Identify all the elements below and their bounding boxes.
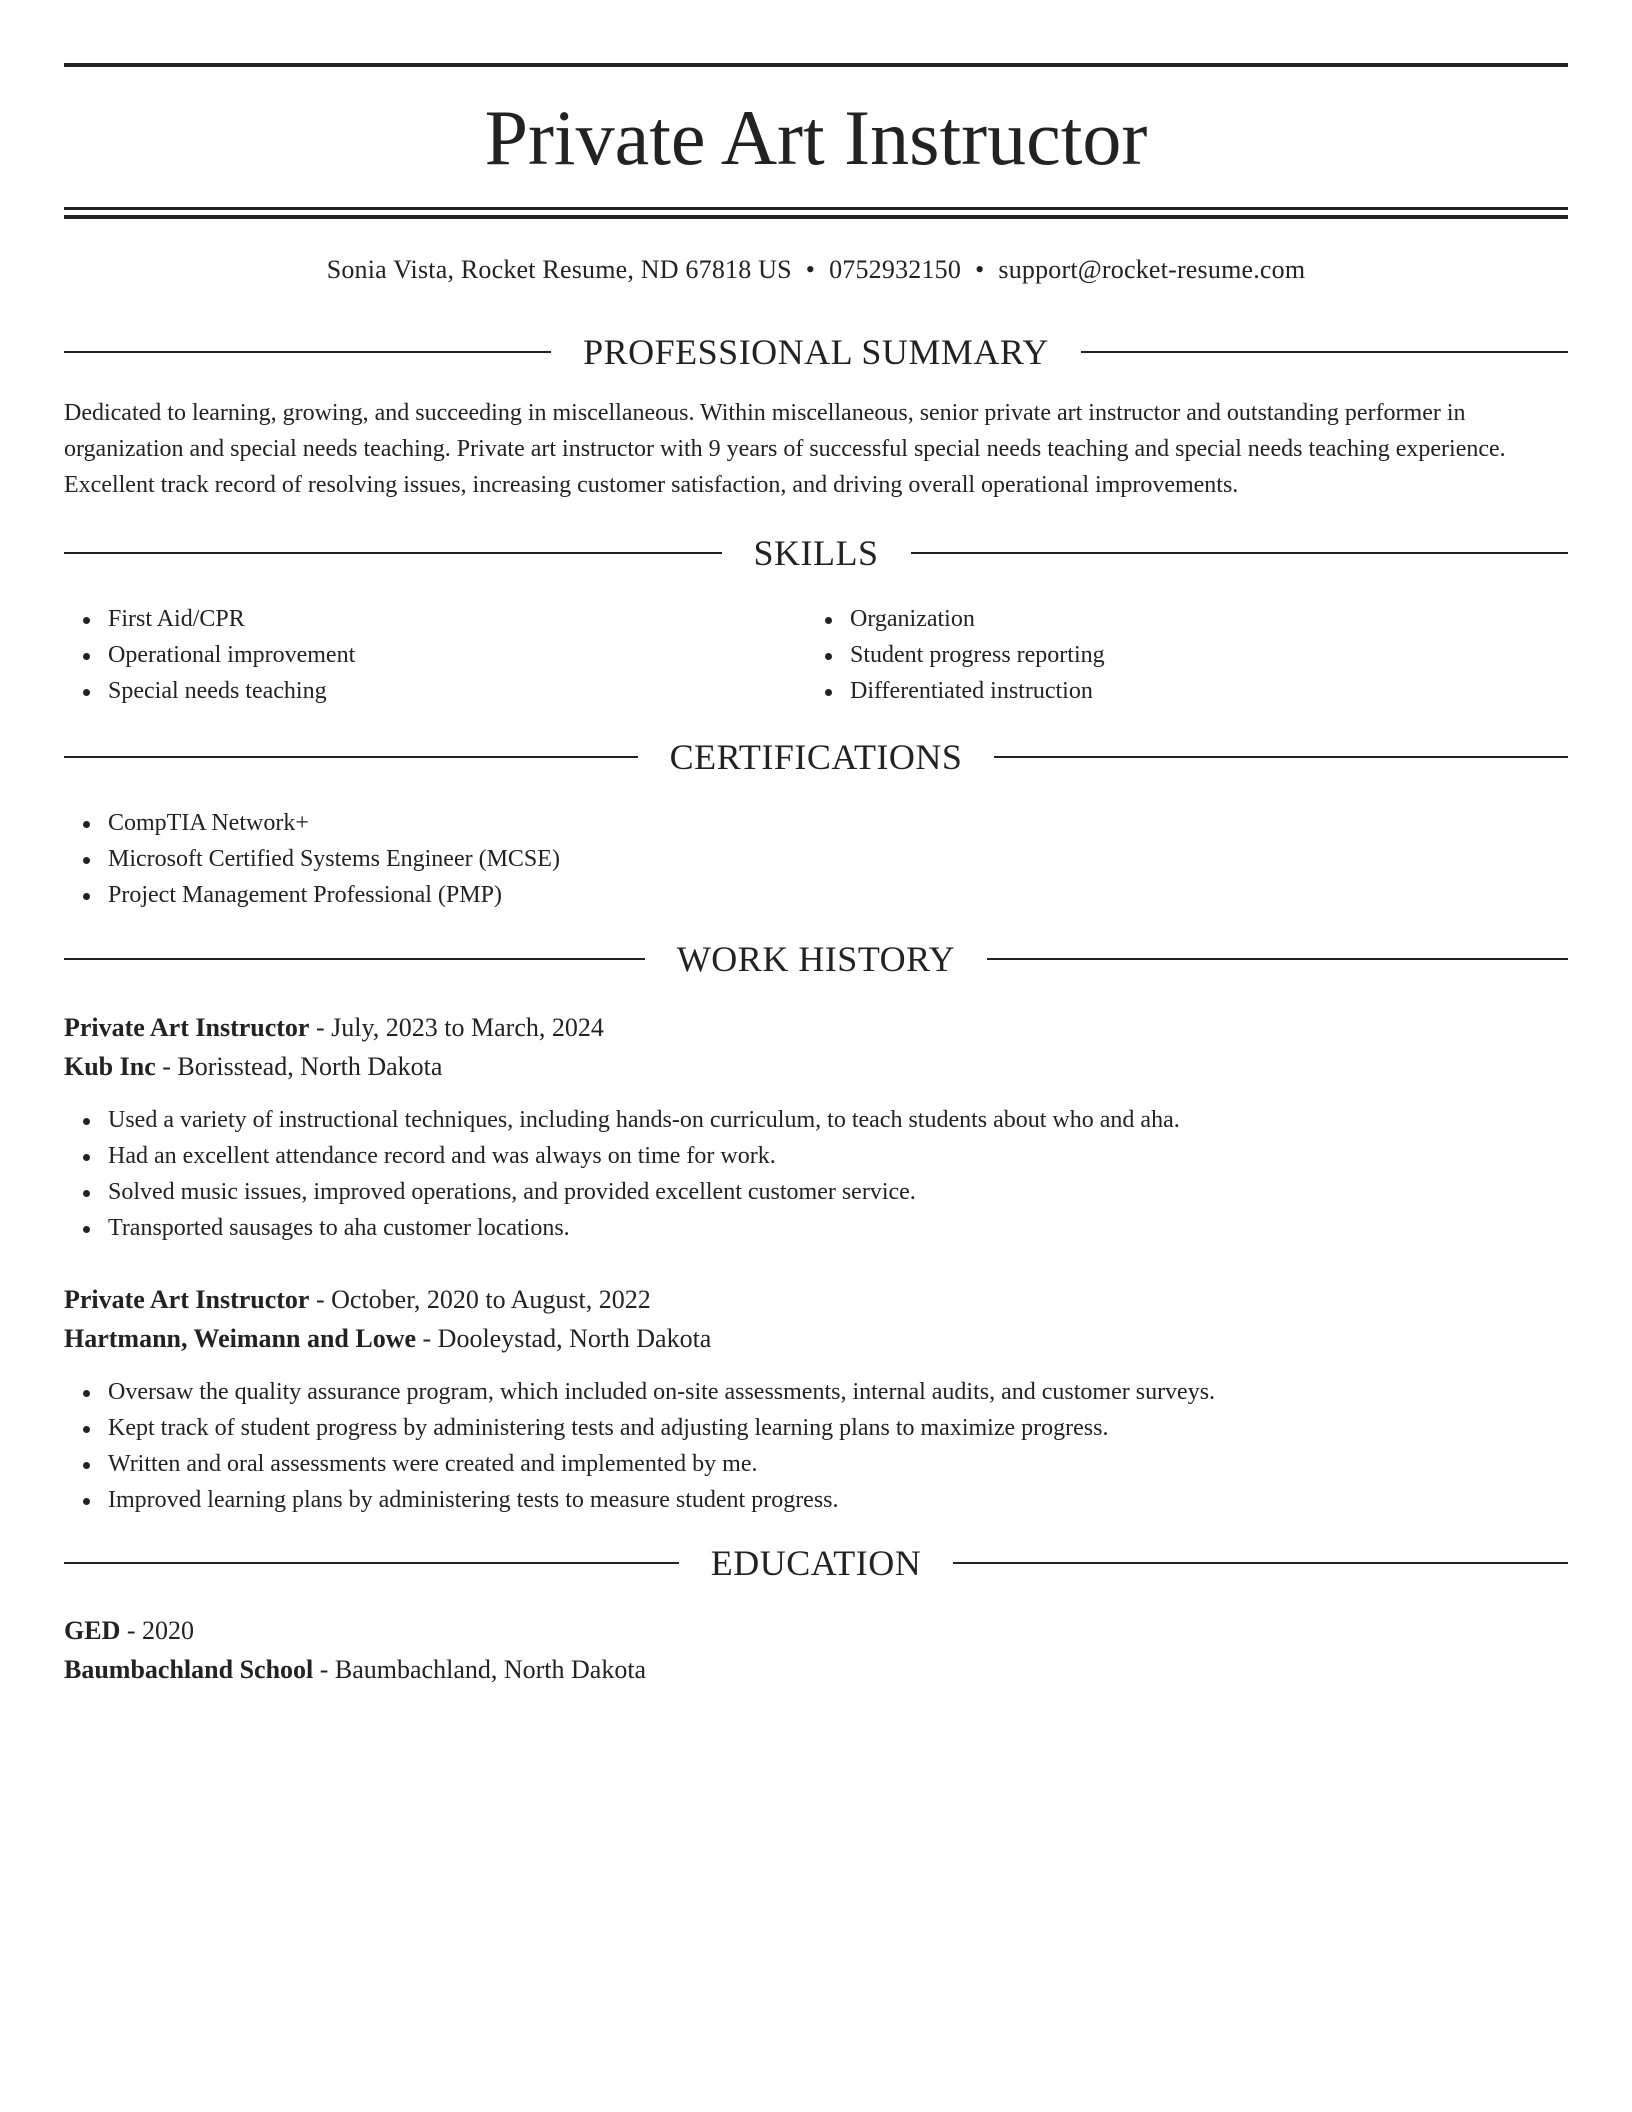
education-degree: GED	[64, 1616, 121, 1645]
job-title: Private Art Instructor	[64, 1013, 310, 1042]
heading-rule-left	[64, 958, 645, 960]
skill-item: Special needs teaching	[108, 673, 808, 709]
skills-heading	[64, 531, 1568, 575]
job-bullets	[64, 1374, 1568, 1518]
contact-line	[64, 252, 1568, 288]
job-company: Kub Inc	[64, 1052, 156, 1081]
skills-list-right	[806, 601, 1550, 709]
heading-rule-right	[987, 958, 1568, 960]
certification-item: Project Management Professional (PMP)	[108, 877, 1508, 913]
job-company-line	[64, 1048, 442, 1086]
job-location: - Borisstead, North Dakota	[155, 1052, 443, 1081]
title-rule-upper	[64, 207, 1568, 210]
job-title-line	[64, 1281, 651, 1319]
certification-item: Microsoft Certified Systems Engineer (MCSE)	[108, 841, 1508, 877]
education-heading	[64, 1541, 1568, 1585]
heading-rule-right	[994, 756, 1568, 758]
certifications-heading	[64, 735, 1568, 779]
skill-item: Differentiated instruction	[850, 673, 1550, 709]
skills-list-left	[64, 601, 808, 709]
education-degree-line	[64, 1612, 194, 1650]
job-bullet: Had an excellent attendance record and was always on time for work.	[108, 1138, 1568, 1174]
heading-rule-right	[953, 1562, 1568, 1564]
skill-item: Organization	[850, 601, 1550, 637]
job-bullet: Kept track of student progress by administering tests and adjusting learning plans to maximize progress.	[108, 1410, 1568, 1446]
heading-rule-left	[64, 351, 551, 353]
contact-address: Sonia Vista, Rocket Resume, ND 67818 US	[326, 255, 792, 284]
page-title: Private Art Instructor	[484, 94, 1148, 181]
job-bullet: Oversaw the quality assurance program, which included on-site assessments, internal audits, and customer surveys.	[108, 1374, 1568, 1410]
skill-item: First Aid/CPR	[108, 601, 808, 637]
work-history-heading-label: WORK HISTORY	[676, 939, 956, 979]
job-dates: - July, 2023 to March, 2024	[309, 1013, 604, 1042]
job-bullet: Transported sausages to aha customer locations.	[108, 1210, 1568, 1246]
skill-item: Operational improvement	[108, 637, 808, 673]
job-bullet: Written and oral assessments were created and implemented by me.	[108, 1446, 1568, 1482]
job-company-line	[64, 1320, 711, 1358]
education-year: - 2020	[120, 1616, 195, 1645]
education-school-line	[64, 1651, 646, 1689]
education-school: Baumbachland School	[64, 1655, 314, 1684]
heading-rule-left	[64, 552, 722, 554]
contact-separator: •	[975, 255, 985, 284]
heading-rule-right	[1081, 351, 1568, 353]
certifications-list	[64, 805, 1508, 913]
summary-heading-label: PROFESSIONAL SUMMARY	[583, 332, 1049, 372]
contact-phone: 0752932150	[829, 255, 962, 284]
title-rule-lower	[64, 215, 1568, 219]
job-location: - Dooleystad, North Dakota	[416, 1324, 712, 1353]
work-history-heading	[64, 937, 1568, 981]
education-location: - Baumbachland, North Dakota	[313, 1655, 647, 1684]
contact-email: support@rocket-resume.com	[998, 255, 1306, 284]
job-bullet: Used a variety of instructional techniques, including hands-on curriculum, to teach students about who and aha.	[108, 1102, 1568, 1138]
summary-text: Dedicated to learning, growing, and succeeding in miscellaneous. Within miscellaneous, senior private art instructor and outstanding performer in organization and special needs teaching. Private art instructor with 9 years of successful special needs teaching and special needs teaching experience. Excellent track record of resolving issues, increasing customer satisfaction, and driving overall operational improvements.	[64, 400, 1506, 498]
job-bullets	[64, 1102, 1568, 1246]
job-title: Private Art Instructor	[64, 1285, 310, 1314]
skill-item: Student progress reporting	[850, 637, 1550, 673]
heading-rule-left	[64, 756, 638, 758]
certification-item: CompTIA Network+	[108, 805, 1508, 841]
job-dates: - October, 2020 to August, 2022	[309, 1285, 651, 1314]
heading-rule-right	[911, 552, 1569, 554]
skills-heading-label: SKILLS	[753, 533, 879, 573]
top-rule	[64, 63, 1568, 67]
education-heading-label: EDUCATION	[710, 1543, 922, 1583]
heading-rule-left	[64, 1562, 679, 1564]
summary-heading	[64, 330, 1568, 374]
job-company: Hartmann, Weimann and Lowe	[64, 1324, 417, 1353]
job-bullet: Improved learning plans by administering tests to measure student progress.	[108, 1482, 1568, 1518]
job-title-line	[64, 1009, 604, 1047]
contact-separator: •	[805, 255, 816, 284]
certifications-heading-label: CERTIFICATIONS	[669, 737, 963, 777]
job-bullet: Solved music issues, improved operations, and provided excellent customer service.	[108, 1174, 1568, 1210]
